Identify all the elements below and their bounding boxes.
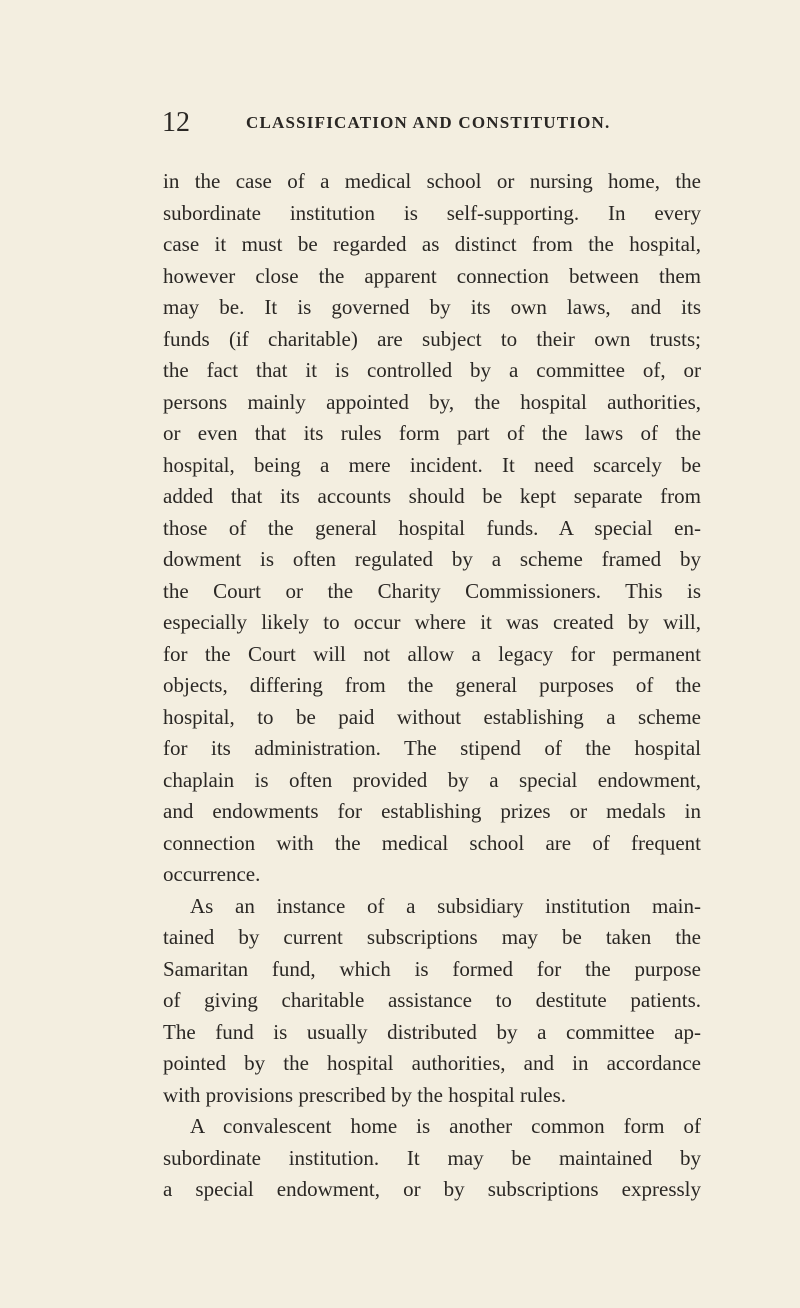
paragraph bbox=[163, 166, 701, 891]
text-line: added that its accounts should be kept separate from bbox=[163, 484, 701, 508]
text-line: a special endowment, or by subscriptions expressly bbox=[163, 1177, 701, 1201]
text-line: those of the general hospital funds. A special en- bbox=[163, 515, 701, 540]
text-line: tained by current subscriptions may be taken the bbox=[163, 925, 701, 949]
text-line: especially likely to occur where it was created by will, bbox=[163, 610, 701, 634]
text-line: hospital, to be paid without establishing a scheme bbox=[163, 704, 701, 729]
text-line: objects, differing from the general purposes of the bbox=[163, 673, 701, 697]
page-number: 12 bbox=[162, 107, 190, 138]
running-head bbox=[162, 108, 702, 138]
text-line: and endowments for establishing prizes or medals in bbox=[163, 799, 701, 823]
text-line: for the Court will not allow a legacy for permanent bbox=[163, 641, 701, 666]
text-line: subordinate institution. It may be maintained by bbox=[163, 1145, 701, 1170]
text-line: persons mainly appointed by, the hospital authorities, bbox=[163, 389, 701, 414]
text-line: occurrence. bbox=[163, 862, 261, 886]
text-line: with provisions prescribed by the hospital rules. bbox=[163, 1082, 567, 1107]
text-line: case it must be regarded as distinct from the hospital, bbox=[163, 232, 701, 256]
text-line: The fund is usually distributed by a committee ap- bbox=[163, 1019, 701, 1044]
text-line: however close the apparent connection between them bbox=[163, 263, 701, 288]
text-line: in the case of a medical school or nursing home, the bbox=[163, 169, 701, 193]
paragraph bbox=[163, 1111, 701, 1206]
text-line: chaplain is often provided by a special endowment, bbox=[163, 767, 701, 792]
text-line: hospital, being a mere incident. It need scarcely be bbox=[163, 452, 701, 477]
text-line: may be. It is governed by its own laws, and its bbox=[163, 295, 701, 319]
text-line: funds (if charitable) are subject to their own trusts; bbox=[163, 326, 701, 351]
text-line: or even that its rules form part of the laws of the bbox=[163, 421, 701, 445]
text-line: pointed by the hospital authorities, and in accordance bbox=[163, 1051, 701, 1075]
text-line: for its administration. The stipend of the hospital bbox=[163, 736, 701, 760]
text-line: subordinate institution is self-supporting. In every bbox=[163, 200, 701, 225]
paragraph bbox=[163, 891, 701, 1112]
text-line: of giving charitable assistance to destitute patients. bbox=[163, 988, 701, 1012]
text-line: the Court or the Charity Commissioners. This is bbox=[163, 578, 701, 603]
running-title: CLASSIFICATION AND CONSTITUTION. bbox=[246, 113, 611, 132]
text-line: Samaritan fund, which is formed for the purpose bbox=[163, 956, 701, 981]
text-line: dowment is often regulated by a scheme framed by bbox=[163, 547, 701, 571]
text-line: As an instance of a subsidiary institution main- bbox=[190, 893, 701, 918]
text-line: A convalescent home is another common form of bbox=[190, 1114, 701, 1138]
text-line: the fact that it is controlled by a committee of, or bbox=[163, 358, 701, 382]
text-line: connection with the medical school are of frequent bbox=[163, 830, 701, 855]
body-text bbox=[163, 166, 701, 1206]
